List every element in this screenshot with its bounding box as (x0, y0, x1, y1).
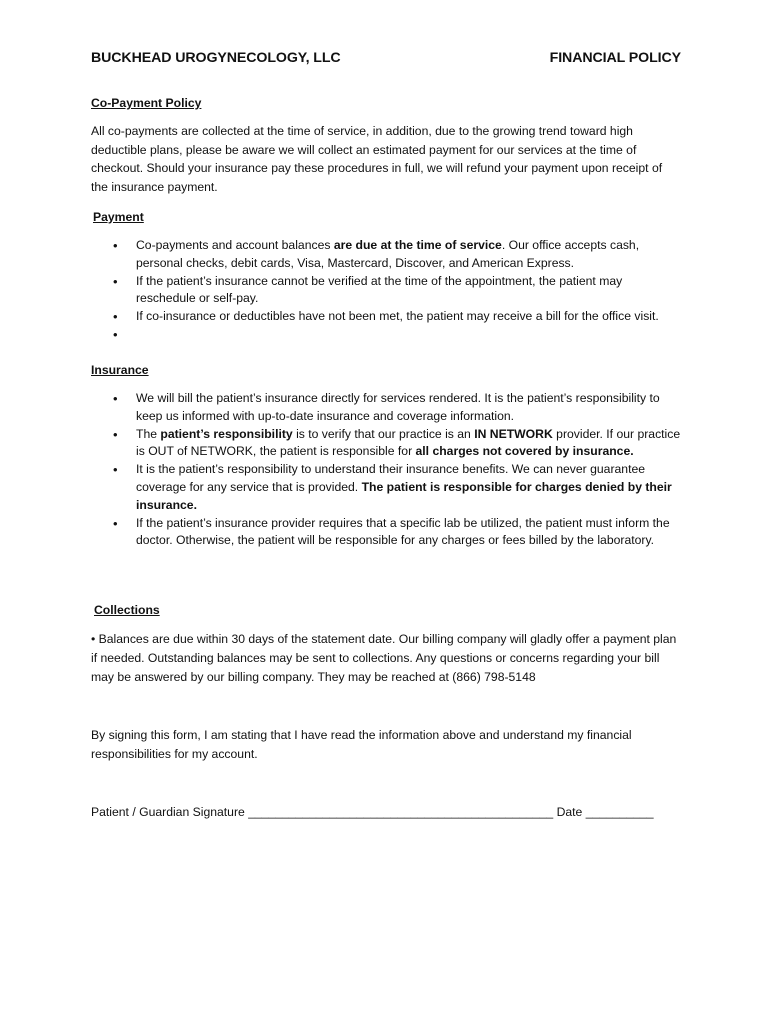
list-item: • The patient’s responsibility is to verify that our practice is an IN NETWORK provider. If our practice is OUT of NETWORK, the patient is responsible for all charges not covered by insurance. (91, 426, 681, 462)
agreement-text: By signing this form, I am stating that I have read the information above and understand my financial responsibilities for my account. (91, 728, 632, 761)
list-item (91, 326, 681, 344)
signature-label: Patient / Guardian Signature (91, 805, 245, 819)
document-header (91, 49, 681, 68)
insurance-list (91, 390, 681, 550)
list-item: • If the patient’s insurance cannot be verified at the time of the appointment, the patient may reschedule or self-pay. (91, 273, 681, 309)
signature-row (91, 803, 654, 822)
list-item: • We will bill the patient’s insurance directly for services rendered. It is the patient’s responsibility to keep us informed with up-to-date insurance and coverage information. (91, 390, 681, 426)
date-field[interactable]: __________ (585, 805, 654, 819)
company-name: BUCKHEAD UROGYNECOLOGY, LLC (91, 50, 341, 66)
signature-field[interactable]: _____________________________________________ (248, 805, 554, 819)
list-item: • If the patient’s insurance provider requires that a specific lab be utilized, the patient must inform the doctor. Otherwise, the patient will be responsible for any charges or fees billed by the laboratory. (91, 515, 681, 551)
payment-heading: Payment (93, 210, 144, 224)
insurance-heading: Insurance (91, 363, 149, 377)
collections-heading: Collections (94, 603, 160, 617)
date-label: Date (556, 805, 583, 819)
document-title: FINANCIAL POLICY (549, 50, 681, 66)
list-item: • It is the patient’s responsibility to understand their insurance benefits. We can never guarantee coverage for any service that is provided. The patient is responsible for charges denied by their insurance. (91, 461, 681, 514)
list-item: • Co-payments and account balances are due at the time of service. Our office accepts cash, personal checks, debit cards, Visa, Mastercard, Discover, and American Express. (91, 237, 681, 273)
copay-heading: Co-Payment Policy (91, 96, 202, 110)
list-item: • If co-insurance or deductibles have not been met, the patient may receive a bill for the office visit. (91, 308, 681, 326)
copay-text: All co-payments are collected at the time of service, in addition, due to the growing trend toward high deductible plans, please be aware we will collect an estimated payment for our services at the time of checkout. Should your insurance pay these procedures in full, we will refund your payment upon receipt of the insurance payment. (91, 124, 663, 194)
payment-list (91, 237, 681, 344)
collections-text: • Balances are due within 30 days of the statement date. Our billing company will gladly offer a payment plan if needed. Outstanding balances may be sent to collections. Any questions or concerns regarding your bill may be answered by our billing company. They may be reached at (866) 798-5148 (91, 632, 677, 685)
